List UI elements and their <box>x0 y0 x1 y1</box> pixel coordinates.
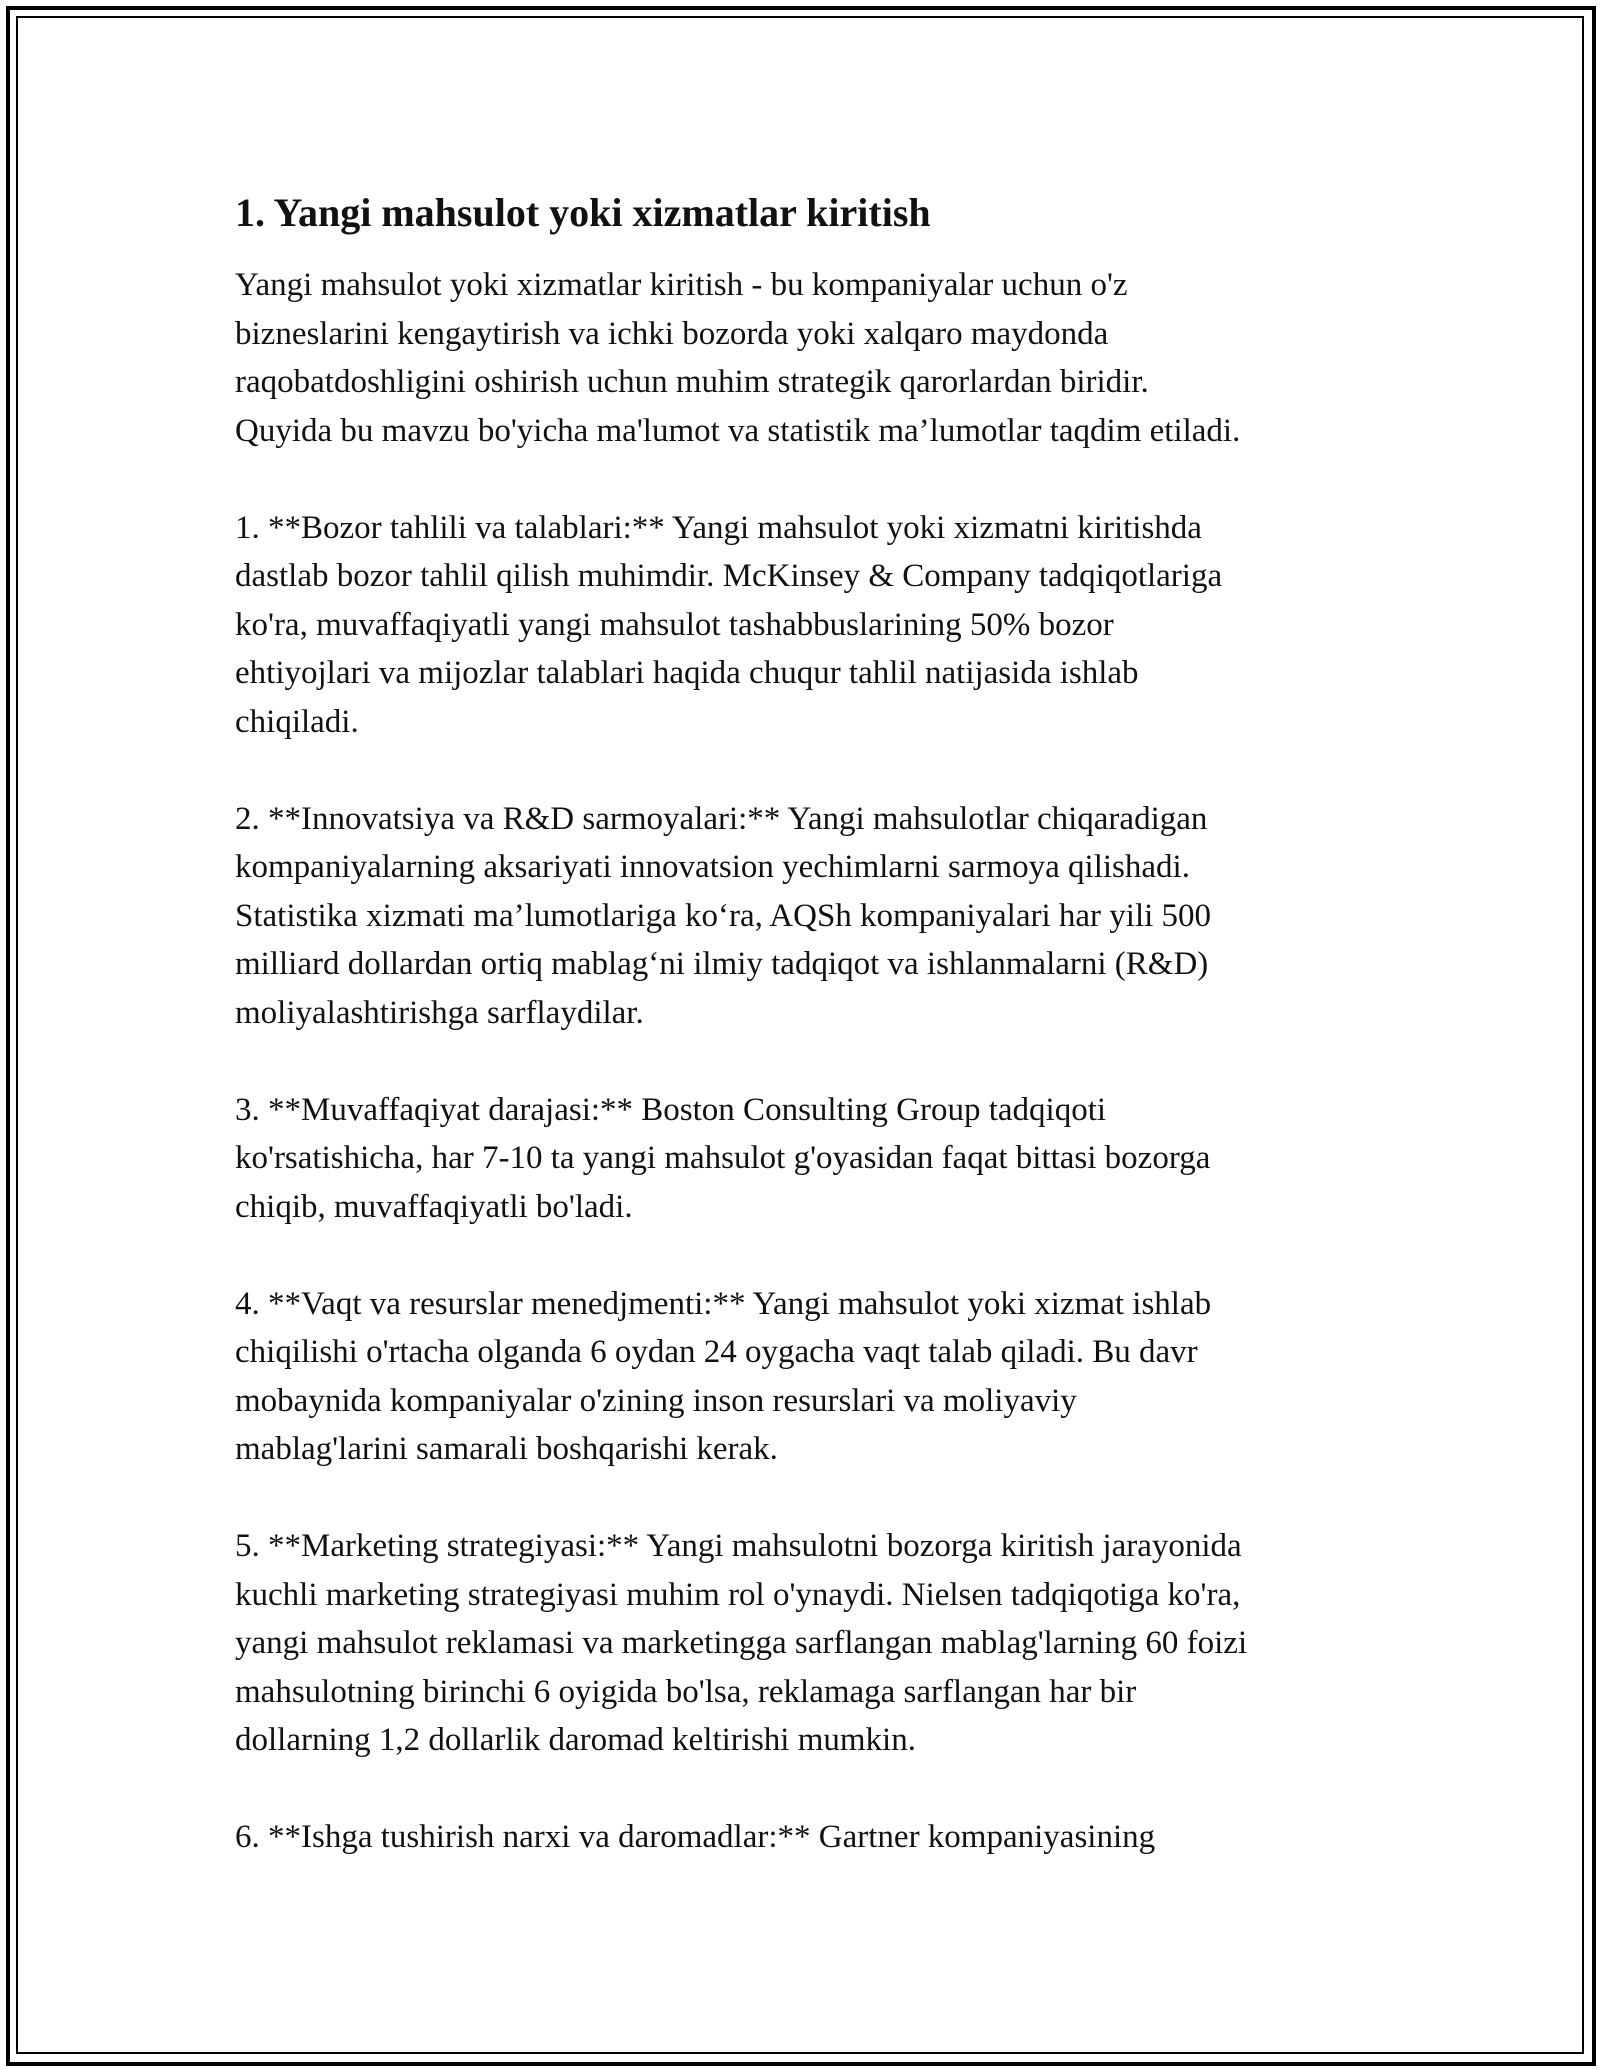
list-item-time-resources: 4. **Vaqt va resurslar menedjmenti:** Yangi mahsulot yoki xizmat ishlab chiqilishi o'rtacha olganda 6 oydan 24 oygacha vaqt talab qiladi. Bu davr mobaynida kompaniyalar o'zining inson resurslari va moliyaviy mablag'larini samarali boshqarishi kerak. <box>235 1285 1212 1467</box>
list-item-innovation-rnd: 2. **Innovatsiya va R&D sarmoyalari:** Yangi mahsulotlar chiqaradigan kompaniyalarning aksariyati innovatsion yechimlarni sarmoya qilishadi. Statistika xizmati ma’lumotlariga ko‘ra, AQSh kompaniyalari har yili 500 milliard dollardan ortiq mablag‘ni ilmiy tadqiqot va ishlanmalarni (R&D) moliyalashtirishga sarflaydilar. <box>235 800 1212 1031</box>
document-body <box>235 185 1375 1910</box>
list-item-success-rate: 3. **Muvaffaqiyat darajasi:** Boston Consulting Group tadqiqoti ko'rsatishicha, har 7-10 ta yangi mahsulot g'oyasidan faqat bittasi bozorga chiqib, muvaffaqiyatli bo'ladi. <box>235 1091 1211 1225</box>
list-item-market-analysis: 1. **Bozor tahlili va talablari:** Yangi mahsulot yoki xizmatni kiritishda dastlab bozor tahlil qilish muhimdir. McKinsey & Company tadqiqotlariga ko'ra, muvaffaqiyatli yangi mahsulot tashabbuslarining 50% bozor ehtiyojlari va mijozlar talablari haqida chuqur tahlil natijasida ishlab chiqiladi. <box>235 509 1223 740</box>
list-item-marketing-strategy: 5. **Marketing strategiyasi:** Yangi mahsulotni bozorga kiritish jarayonida kuchli marketing strategiyasi muhim rol o'ynaydi. Nielsen tadqiqotiga ko'ra, yangi mahsulot reklamasi va marketingga sarflangan mablag'larning 60 foizi mahsulotning birinchi 6 oyigida bo'lsa, reklamaga sarflangan har bir dollarning 1,2 dollarlik daromad keltirishi mumkin. <box>235 1528 1248 1758</box>
list-item-launch-cost: 6. **Ishga tushirish narxi va daromadlar:** Gartner kompaniyasining <box>235 1819 1156 1855</box>
intro-paragraph: Yangi mahsulot yoki xizmatlar kiritish - bu kompaniyalar uchun o'z bizneslarini kengaytirish va ichki bozorda yoki xalqaro maydonda raqobatdoshligini oshirish uchun muhim strategik qarorlardan biridir. Quyida bu mavzu bo'yicha ma'lumot va statistik ma’lumotlar taqdim etiladi. <box>235 267 1241 449</box>
section-heading: 1. Yangi mahsulot yoki xizmatlar kiritish <box>235 190 931 235</box>
